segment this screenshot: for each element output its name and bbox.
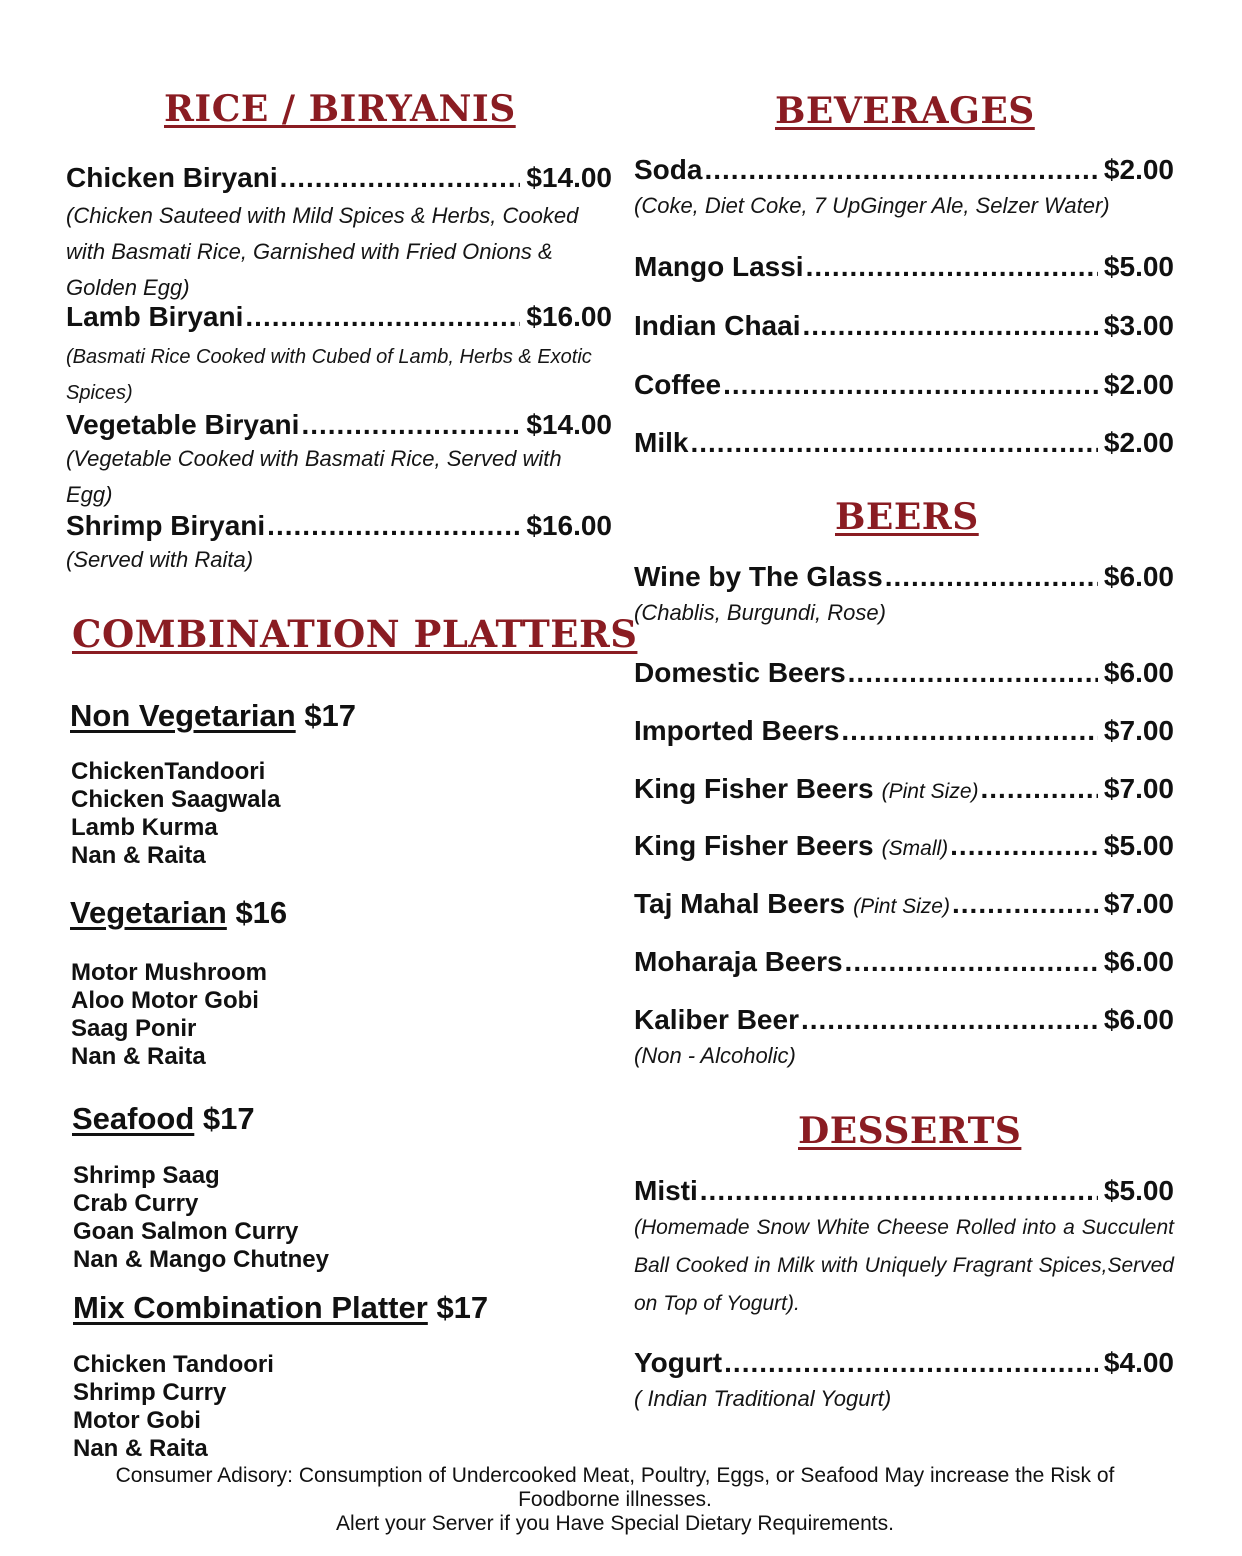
- menu-item: [66, 510, 612, 578]
- item-name: Coffee: [634, 369, 722, 400]
- combo-list: [71, 759, 280, 871]
- combo-item: Motor Gobi: [73, 1407, 201, 1434]
- combo-item: Nan & Mango Chutney: [73, 1246, 329, 1273]
- menu-item: [634, 946, 1174, 978]
- combo-item: Chicken Tandoori: [73, 1351, 274, 1378]
- menu-item: [634, 657, 1174, 689]
- item-price: $5.00: [1103, 830, 1174, 861]
- item-price: $6.00: [1103, 946, 1174, 977]
- item-size-note: (Pint Size): [881, 780, 979, 803]
- item-name: Yogurt: [634, 1347, 723, 1378]
- item-name: Mango Lassi: [634, 251, 804, 282]
- menu-item: [634, 830, 1174, 862]
- item-name: Kaliber Beer: [634, 1004, 799, 1035]
- desserts-heading: DESSERTS: [798, 1110, 1022, 1152]
- item-name: Chicken Biryani: [66, 162, 278, 193]
- combo-list: [71, 960, 267, 1072]
- item-description: ( Indian Traditional Yogurt): [634, 1386, 892, 1411]
- combo-list: [73, 1352, 274, 1464]
- combo-item: Aloo Motor Gobi: [71, 987, 259, 1014]
- item-description: (Chicken Sauteed with Mild Spices & Herbs, Cooked with Basmati Rice, Garnished with Fried Onions & Golden Egg): [66, 203, 579, 300]
- combo-item: Nan & Raita: [73, 1435, 208, 1462]
- combo-item: Motor Mushroom: [71, 959, 267, 986]
- rice-biryanis-heading: RICE / BIRYANIS: [164, 88, 516, 130]
- item-price: $6.00: [1103, 561, 1174, 592]
- item-price: $4.00: [1103, 1347, 1174, 1378]
- combo-item: Goan Salmon Curry: [73, 1218, 299, 1245]
- item-name: Imported Beers: [634, 715, 840, 746]
- item-description: (Basmati Rice Cooked with Cubed of Lamb, Herbs & Exotic Spices): [66, 346, 592, 404]
- item-name: Milk: [634, 427, 689, 458]
- item-name: Moharaja Beers: [634, 946, 843, 977]
- menu-item: [634, 715, 1174, 747]
- item-description: (Served with Raita): [66, 547, 254, 572]
- item-name: Taj Mahal Beers: [634, 888, 846, 919]
- item-description: (Coke, Diet Coke, 7 UpGinger Ale, Selzer Water): [634, 193, 1110, 218]
- item-name: King Fisher Beers: [634, 830, 874, 861]
- combo-price: $16: [235, 895, 288, 930]
- combination-platters-heading: COMBINATION PLATTERS: [72, 612, 638, 656]
- menu-item: [634, 1175, 1174, 1323]
- combo-name: Seafood: [72, 1101, 195, 1136]
- item-name: King Fisher Beers: [634, 773, 874, 804]
- item-size-note: (Small): [881, 837, 949, 860]
- item-description: (Non - Alcoholic): [634, 1043, 796, 1068]
- menu-item: [634, 369, 1174, 401]
- item-price: $3.00: [1103, 310, 1174, 341]
- item-name: Indian Chaai: [634, 310, 801, 341]
- menu-item: [66, 409, 612, 513]
- item-name: Vegetable Biryani: [66, 409, 300, 440]
- item-name: Soda: [634, 154, 703, 185]
- item-price: $6.00: [1103, 1004, 1174, 1035]
- combo-item: Lamb Kurma: [71, 814, 218, 841]
- item-description: (Chablis, Burgundi, Rose): [634, 600, 886, 625]
- item-price: $5.00: [1103, 251, 1174, 282]
- combo-item: Nan & Raita: [71, 1043, 206, 1070]
- combo-item: Shrimp Saag: [73, 1162, 220, 1189]
- menu-item: [66, 301, 612, 411]
- combo-title: [70, 698, 356, 734]
- menu-item: [634, 773, 1174, 805]
- item-name: Shrimp Biryani: [66, 510, 266, 541]
- combo-item: Saag Ponir: [71, 1015, 197, 1042]
- combo-price: $17: [304, 698, 357, 733]
- combo-item: Shrimp Curry: [73, 1379, 227, 1406]
- item-price: $2.00: [1103, 154, 1174, 185]
- item-description: (Homemade Snow White Cheese Rolled into a Succulent Ball Cooked in Milk with Uniquely Fragrant Spices,Served on Top of Yogurt).: [634, 1216, 1174, 1315]
- item-price: $7.00: [1103, 715, 1174, 746]
- item-size-note: (Pint Size): [853, 895, 950, 918]
- item-price: $14.00: [526, 409, 612, 440]
- item-price: $16.00: [526, 301, 612, 332]
- menu-item: [634, 310, 1174, 342]
- combo-item: Chicken Saagwala: [71, 786, 281, 813]
- menu-item: [634, 1347, 1174, 1417]
- item-name: Domestic Beers: [634, 657, 846, 688]
- combo-item: ChickenTandoori: [71, 758, 266, 785]
- combo-list: [73, 1163, 329, 1275]
- advisory-line: Consumer Adisory: Consumption of Undercooked Meat, Poultry, Eggs, or Seafood May increase the Risk of Foodborne illnesses.: [115, 1464, 1115, 1511]
- item-price: $7.00: [1103, 773, 1174, 804]
- advisory-line: Alert your Server if you Have Special Dietary Requirements.: [336, 1512, 894, 1535]
- item-price: $2.00: [1103, 427, 1174, 458]
- item-name: Wine by The Glass: [634, 561, 883, 592]
- beverages-heading: BEVERAGES: [775, 90, 1035, 132]
- menu-item: [634, 888, 1174, 920]
- combo-title: [72, 1101, 255, 1137]
- combo-title: [70, 895, 287, 931]
- item-price: $5.00: [1103, 1175, 1174, 1206]
- consumer-advisory: [70, 1464, 1160, 1536]
- item-description: (Vegetable Cooked with Basmati Rice, Served with Egg): [66, 446, 562, 507]
- menu-item: [634, 561, 1174, 631]
- item-price: $2.00: [1103, 369, 1174, 400]
- combo-name: Vegetarian: [70, 895, 227, 930]
- menu-item: [66, 162, 612, 306]
- combo-name: Non Vegetarian: [70, 698, 296, 733]
- combo-name: Mix Combination Platter: [73, 1290, 428, 1325]
- menu-item: [634, 251, 1174, 283]
- beers-heading: BEERS: [835, 496, 979, 538]
- combo-item: Nan & Raita: [71, 842, 206, 869]
- item-price: $16.00: [526, 510, 612, 541]
- combo-title: [73, 1290, 488, 1326]
- combo-item: Crab Curry: [73, 1190, 199, 1217]
- item-price: $7.00: [1103, 888, 1174, 919]
- menu-item: [634, 427, 1174, 459]
- menu-item: [634, 1004, 1174, 1074]
- item-name: Misti: [634, 1175, 698, 1206]
- item-price: $6.00: [1103, 657, 1174, 688]
- item-price: $14.00: [526, 162, 612, 193]
- item-name: Lamb Biryani: [66, 301, 244, 332]
- combo-price: $17: [436, 1290, 489, 1325]
- combo-price: $17: [202, 1101, 255, 1136]
- menu-item: [634, 154, 1174, 224]
